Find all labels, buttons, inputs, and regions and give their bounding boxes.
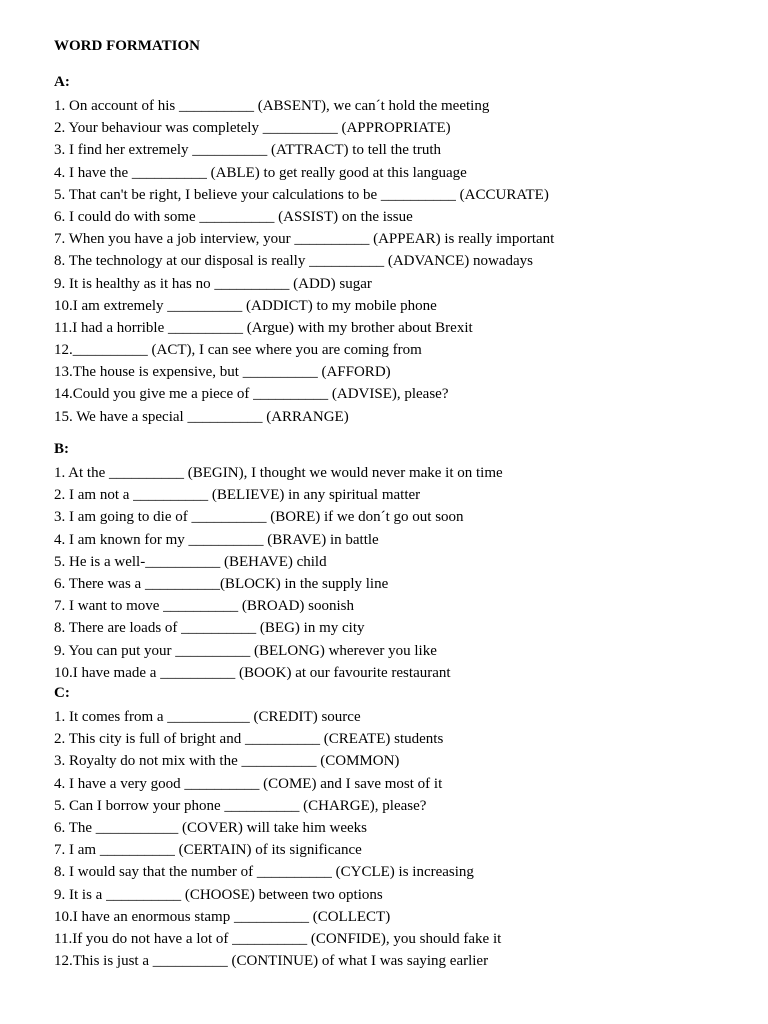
exercise-item: 6. I could do with some __________ (ASSIST) on the issue [54,208,413,225]
section-c [54,684,754,972]
exercise-list [54,462,754,684]
exercise-item: 11.If you do not have a lot of __________ (CONFIDE), you should fake it [54,930,502,947]
exercise-item: 1. On account of his __________ (ABSENT), we can´t hold the meeting [54,98,490,114]
exercise-item: 3. I am going to die of __________ (BORE) if we don´t go out soon [54,509,464,526]
exercise-item: 14.Could you give me a piece of __________ (ADVISE), please? [54,386,449,403]
exercise-list [54,706,754,972]
exercise-item: 9. It is healthy as it has no __________ (ADD) sugar [54,275,372,292]
exercise-item: 2. This city is full of bright and __________ (CREATE) students [54,731,444,748]
exercise-item: 4. I am known for my __________ (BRAVE) in battle [54,531,379,548]
exercise-list [54,95,754,428]
exercise-item: 7. I want to move __________ (BROAD) soonish [54,598,354,615]
exercise-item: 1. At the __________ (BEGIN), I thought we would never make it on time [54,465,503,481]
section-b [54,440,754,684]
exercise-item: 8. I would say that the number of __________ (CYCLE) is increasing [54,864,474,881]
section-heading: B: [54,441,69,457]
exercise-item: 2. Your behaviour was completely __________ (APPROPRIATE) [54,120,451,137]
exercise-item: 4. I have a very good __________ (COME) and I save most of it [54,775,443,792]
section-heading: A: [54,74,70,90]
document-title: WORD FORMATION [54,38,200,54]
exercise-item: 7. I am __________ (CERTAIN) of its significance [54,842,362,859]
exercise-item: 12.This is just a __________ (CONTINUE) of what I was saying earlier [54,953,489,970]
exercise-item: 10.I have made a __________ (BOOK) at our favourite restaurant [54,664,451,681]
exercise-item: 6. There was a __________(BLOCK) in the supply line [54,575,389,592]
exercise-item: 5. That can't be right, I believe your calculations to be __________ (ACCURATE) [54,186,549,203]
exercise-item: 8. There are loads of __________ (BEG) in my city [54,620,365,637]
exercise-item: 5. He is a well-__________ (BEHAVE) child [54,553,327,570]
exercise-item: 3. Royalty do not mix with the __________ (COMMON) [54,753,400,770]
exercise-item: 9. You can put your __________ (BELONG) wherever you like [54,642,437,659]
exercise-item: 2. I am not a __________ (BELIEVE) in any spiritual matter [54,487,421,504]
exercise-item: 12.__________ (ACT), I can see where you are coming from [54,342,422,359]
exercise-item: 15. We have a special __________ (ARRANGE) [54,408,349,425]
exercise-item: 10.I am extremely __________ (ADDICT) to my mobile phone [54,297,437,314]
exercise-item: 4. I have the __________ (ABLE) to get really good at this language [54,164,467,181]
exercise-item: 8. The technology at our disposal is really __________ (ADVANCE) nowadays [54,253,533,270]
exercise-item: 10.I have an enormous stamp __________ (COLLECT) [54,908,391,925]
exercise-item: 13.The house is expensive, but __________ (AFFORD) [54,364,391,381]
section-heading: C: [54,685,70,701]
exercise-item: 7. When you have a job interview, your __________ (APPEAR) is really important [54,231,555,248]
exercise-item: 1. It comes from a ___________ (CREDIT) source [54,709,361,725]
section-a [54,73,754,428]
exercise-item: 3. I find her extremely __________ (ATTRACT) to tell the truth [54,142,442,159]
exercise-item: 5. Can I borrow your phone __________ (CHARGE), please? [54,797,427,814]
exercise-item: 11.I had a horrible __________ (Argue) with my brother about Brexit [54,319,473,336]
exercise-item: 6. The ___________ (COVER) will take him weeks [54,819,368,836]
exercise-item: 9. It is a __________ (CHOOSE) between two options [54,886,383,903]
